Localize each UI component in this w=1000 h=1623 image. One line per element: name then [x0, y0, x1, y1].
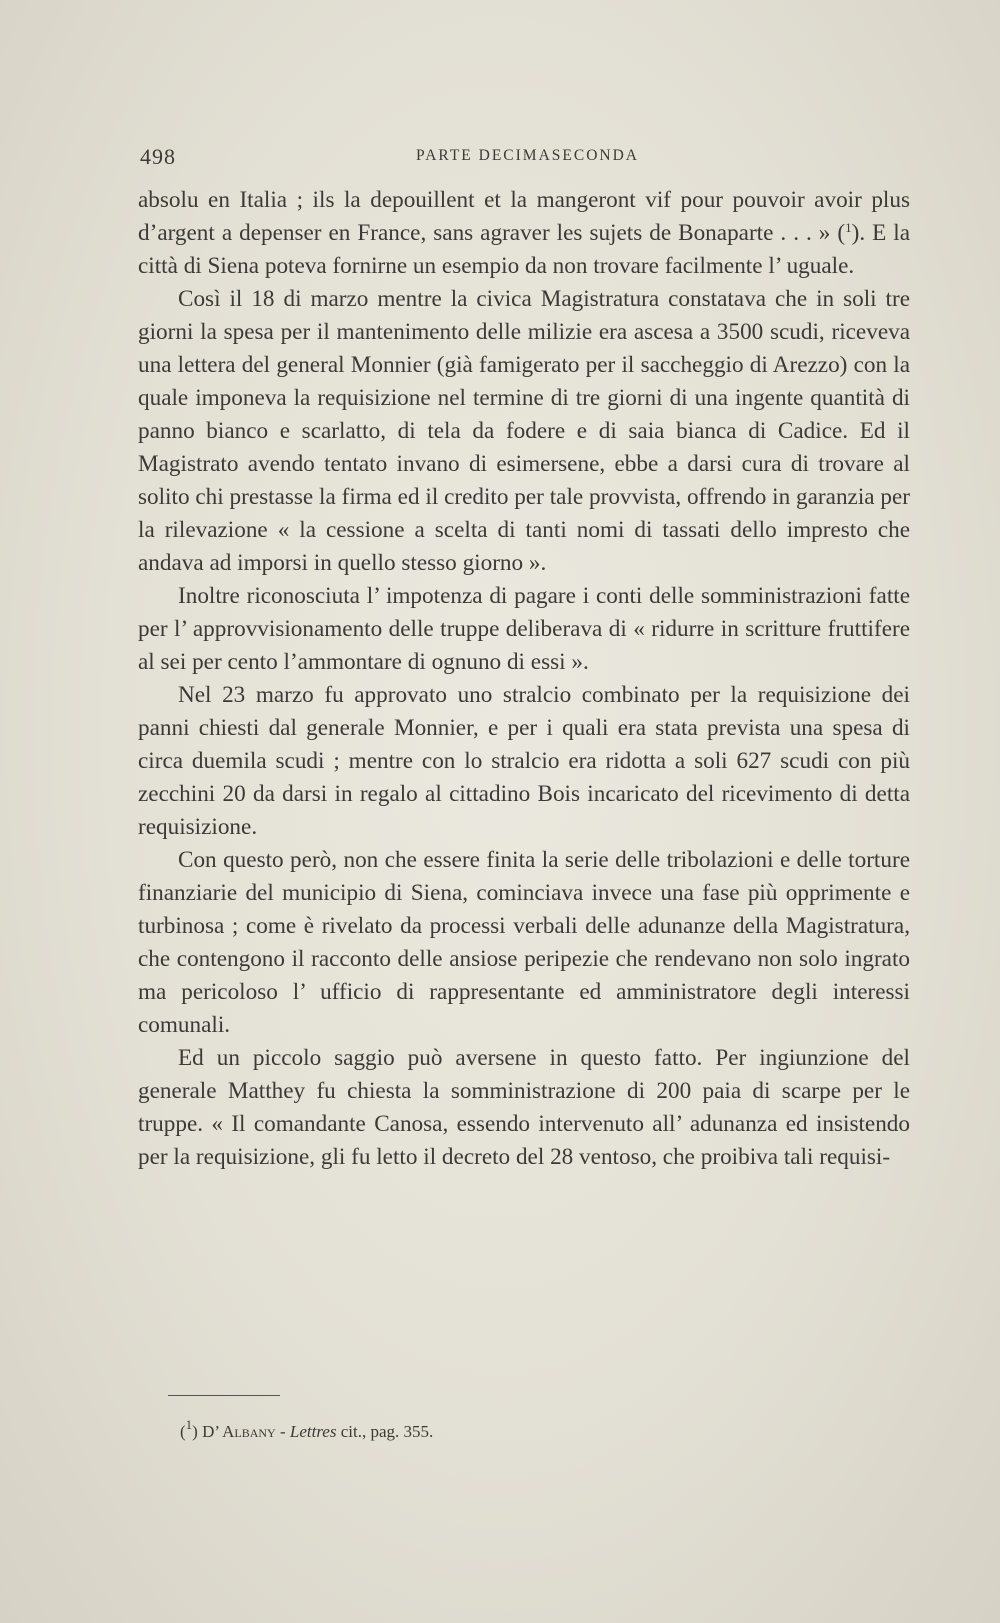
footnote: ($^1$) D’ Albany - Lettres cit., pag. 355. — [180, 1417, 434, 1441]
paragraph-5: Con questo però, non che essere finita la serie delle tribolazioni e delle torture finanziarie del municipio di Siena, cominciava invece una fase più opprimente e turbinosa ; come è rivelato da processi verbali delle adunanze della Magistratura, che contengono il racconto delle ansiose peripezie che rendevano non solo ingrato ma pericoloso l’ ufficio di rappresentante ed amministratore degli interessi comunali. — [138, 847, 910, 1038]
paragraph-1-text-after-note: ). E la città di Siena poteva fornirne un esempio da non trovare facilmente l’ uguale. — [138, 220, 910, 279]
paragraph-2: Così il 18 di marzo mentre la civica Magistratura constatava che in soli tre giorni la spesa per il mantenimento delle milizie era ascesa a 3500 scudi, riceveva una lettera del general Monnier (già famigerato per il saccheggio di Arezzo) con la quale imponeva la requisizione nel termine di tre giorni di una ingente quantità di panno bianco e scarlatto, di tela da fodere e di saia bianca di Cadice. Ed il Magistrato avendo tentato invano di esimersene, ebbe a darsi cura di trovare al solito chi prestasse la firma ed il credito per tale provvista, offrendo in garanzia per la rilevazione « la cessione a scelta di tanti nomi di tassati dello impresto che andava ad imporsi in quello stesso giorno ». — [138, 286, 910, 576]
paragraph-3: Inoltre riconosciuta l’ impotenza di pagare i conti delle somministrazioni fatte per l’ approvvisionamento delle truppe deliberava di « ridurre in scritture fruttifere al sei per cento l’ammontare di ognuno di essi ». — [138, 583, 910, 675]
paragraph-1 — [138, 184, 910, 283]
running-head: PARTE DECIMASECONDA — [416, 147, 639, 164]
footnote-author: D’ Albany — [202, 1422, 276, 1441]
footnote-divider — [168, 1395, 280, 1396]
footnote-separator: - — [275, 1422, 290, 1441]
paragraph-6: Ed un piccolo saggio può aversene in questo fatto. Per ingiunzione del generale Matthey fu chiesta la somministrazione di 200 paia di scarpe per le truppe. « Il comandante Canosa, essendo intervenuto all’ adunanza ed insistendo per la requisizione, gli fu letto il decreto del 28 ventoso, che proibiva tali requisi- — [138, 1045, 910, 1170]
footnote-reference: 1 — [845, 220, 852, 235]
footnote-marker: 1 — [185, 1417, 193, 1432]
footnote-citation: cit., pag. 355. — [336, 1422, 434, 1441]
paragraph-1-text-before-note: absolu en Italia ; ils la depouillent et la mangeront vif pour pouvoir avoir plus d’argent a depenser en France, sans agraver les sujets de Bonaparte . . . » ( — [138, 187, 910, 246]
page-header — [140, 140, 915, 176]
footnote-title: Lettres — [289, 1422, 337, 1441]
page-number: 498 — [140, 144, 176, 169]
body-text — [138, 184, 910, 1174]
paragraph-4: Nel 23 marzo fu approvato uno stralcio combinato per la requisizione dei panni chiesti dal generale Monnier, e per i quali era stata prevista una spesa di circa duemila scudi ; mentre con lo stralcio era ridotta a soli 627 scudi con più zecchini 20 da darsi in regalo al cittadino Bois incaricato del ricevimento di detta requisizione. — [138, 682, 910, 840]
